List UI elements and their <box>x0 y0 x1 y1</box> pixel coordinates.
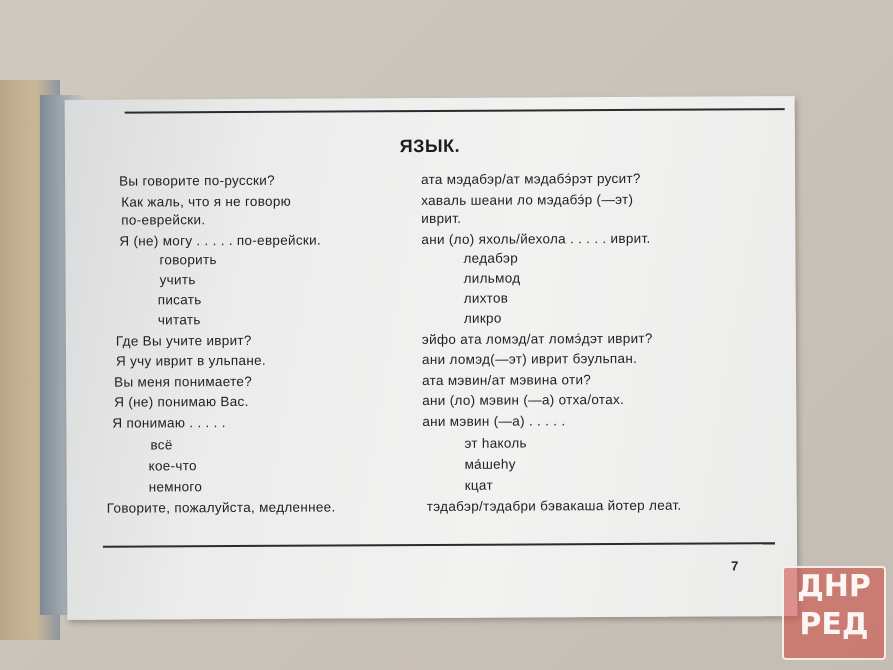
hebrew-transliteration: ани (ло) яхоль/йехола . . . . . иврит. <box>421 230 651 248</box>
book-page <box>65 96 798 620</box>
hebrew-transliteration: ани (ло) мэвин (—а) отха/отах. <box>422 391 625 409</box>
hebrew-transliteration: ата мэдабэр/ат мэдабэ́рэт русит? <box>421 170 641 188</box>
russian-phrase: Вы говорите по-русски? <box>119 172 275 189</box>
phrase-row <box>65 170 795 194</box>
hebrew-transliteration: хаваль шеани ло мэдабэ́р (—эт) <box>421 191 634 209</box>
page-number: 7 <box>731 558 739 574</box>
watermark-line-2: РЕД <box>799 607 869 642</box>
hebrew-transliteration: ани мэвин (—а) . . . . . <box>422 413 566 430</box>
hebrew-transliteration: иврит. <box>421 210 462 227</box>
phrase-row <box>67 476 797 500</box>
russian-phrase: немного <box>148 479 203 495</box>
top-rule <box>125 108 785 113</box>
phrase-row <box>66 391 796 415</box>
russian-phrase: всё <box>150 437 173 453</box>
hebrew-transliteration: эт hаколь <box>464 435 527 451</box>
russian-phrase: учить <box>159 272 196 288</box>
phrase-row <box>67 455 797 479</box>
russian-phrase: Я (не) могу . . . . . по-еврейски. <box>119 232 322 249</box>
hebrew-transliteration: ма́шеhу <box>464 456 516 472</box>
phrase-row <box>66 434 796 458</box>
hebrew-transliteration: ани ломэд(—эт) иврит бэульпан. <box>421 350 638 368</box>
russian-phrase: говорить <box>159 252 217 268</box>
bottom-rule <box>103 542 775 548</box>
russian-phrase: читать <box>157 312 201 328</box>
hebrew-transliteration: ата мэвин/ат мэвина оти? <box>422 372 592 389</box>
russian-phrase: Говорите, пожалуйста, медленнее. <box>106 499 336 516</box>
phrase-row <box>66 350 796 374</box>
hebrew-transliteration: эйфо ата ломэд/ат ломэ́дэт иврит? <box>421 330 653 348</box>
russian-phrase: писать <box>157 292 202 308</box>
russian-phrase: Я учу иврит в ульпане. <box>115 352 266 369</box>
phrase-row <box>65 209 795 233</box>
hebrew-transliteration: лихтов <box>463 290 509 306</box>
phrase-row <box>66 412 796 436</box>
hebrew-transliteration: лильмод <box>463 270 521 286</box>
hebrew-transliteration: кцат <box>464 477 493 493</box>
russian-phrase: Где Вы учите иврит? <box>115 332 252 349</box>
hebrew-transliteration: ледабэр <box>463 250 519 266</box>
russian-phrase: Вы меня понимаете? <box>114 373 253 390</box>
hebrew-transliteration: ликро <box>463 310 502 326</box>
russian-phrase: Я понимаю . . . . . <box>112 415 226 431</box>
russian-phrase: по-еврейски. <box>121 212 206 228</box>
phrase-row <box>66 309 796 333</box>
hebrew-transliteration: тэдабэр/тэдабри бэвакаша йотер леат. <box>426 497 682 515</box>
page-title: ЯЗЫК. <box>399 135 461 157</box>
russian-phrase: кое-что <box>148 458 197 474</box>
watermark-logo <box>782 566 886 660</box>
watermark-line-1: ДНР <box>797 569 871 604</box>
russian-phrase: Я (не) понимаю Вас. <box>114 393 249 410</box>
russian-phrase: Как жаль, что я не говорю <box>121 193 292 210</box>
phrase-row <box>67 497 797 521</box>
